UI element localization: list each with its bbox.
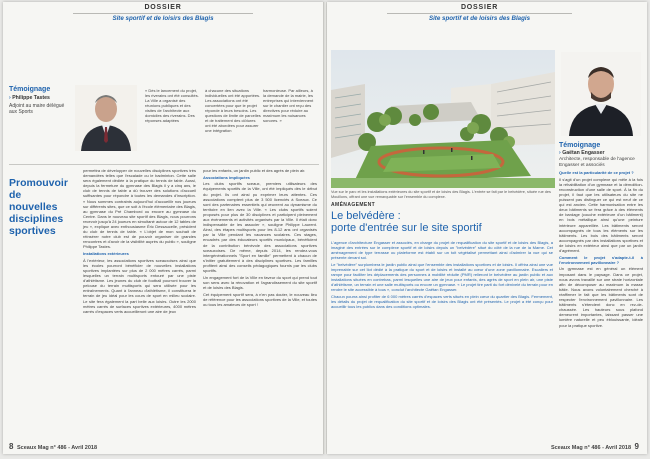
- question: Comment le projet s'adapte-t-il à l'environnement pavillonnaire ?: [559, 254, 643, 265]
- footer-text: Sceaux Mag n° 486 - Avril 2018: [16, 445, 98, 451]
- footer-text: Sceaux Mag n° 486 - Avril 2018: [550, 445, 632, 451]
- page-number: 8: [9, 442, 14, 451]
- paragraph: pour les enfants, un jardin public et des agrès de plein air.: [203, 168, 306, 173]
- paragraph: À l'extérieur, les associations sportives sceauxoises ainsi que les écoles pourront bénéficier de nouvelles installations sportives implantées sur plus de 2 000 mètres carrés, parmi lesquelles un terrain multisports entouré par une piste d'athlétisme. Les jeunes du club de football pourront trouver la pelouse du terrain multisports qui sera utilisée pour les entraînements. Quant à l'anneau d'athlétisme, il constituera le terrain de jeu idéal pour les cours de sport en milieu scolaire. Le site fera également la part belle aux loisirs. Outre les 2000 mètres carrés de surfaces sportives extérieures, 4000 mètres carrés d'espaces verts accueilleront une aire de jeux: [83, 257, 196, 314]
- testimonial-block: [9, 86, 319, 158]
- left-header: [73, 4, 253, 22]
- section-tag: AMÉNAGEMENT: [331, 202, 376, 208]
- answer: Il s'agit d'un projet complexe qui mêle à la fois la réhabilitation d'un gymnase et la démolition-reconstruction d'une salle de sport. À la fin du projet, il faut que les utilisateurs du site ne puissent pas distinguer ce qui est neuf de ce qui est ancien. Cette harmonisation entre les deux bâtiments se fera grâce à des éléments de bardage (couche extérieure d'un bâtiment) en bois métallique ainsi qu'une peinture intérieure appareillée. Les bâtiments seront accompagnés de tous les éléments sur les bâtiments. Les bois des bâtiments seront accompagnés par des installations sportives et de loisirs en extérieur ainsi que par un jardin d'agrément.: [559, 176, 643, 253]
- big-title-line: disciplines: [9, 213, 64, 225]
- paragraph: permettra de développer de nouvelles disciplines sportives très demandées telles que l'escalade ou le badminton. Cette salle sera également dédiée à la pratique du tennis de table. Aussi, depuis la fermeture du gymnase des Blagis il y a cinq ans, le club de tennis de table a dû trouver des solutions d'accueil suffisantes pour répondre à toutes les demandes d'inscription. « Nous sommes contraints aujourd'hui d'accueillir nos joueurs sur différents sites, que ce soit à l'école élémentaire des Blagis, au gymnase du Pré Chambord ou encore au gymnase du Centre. Dans le nouveau site sportif des Blagis, nous pourrons recevoir jusqu'à 24 joueurs en simultané autour de 12 tables de jeu », explique avec enthousiasme Éric Dessaucelle, président du club de tennis de table. « L'objet de mon souhait de réinsérer notre club est de pouvoir organiser de grandes rencontres et d'avoir de la visibilité auprès du public », souligne Philippe Tastes.: [83, 168, 196, 250]
- question: Quelle est la particularité de ce projet ?: [559, 170, 634, 175]
- testimonial-label: Témoignage: [559, 142, 601, 149]
- article-title: [331, 210, 555, 234]
- right-article-body: [331, 240, 553, 311]
- title-line: Le belvédère :: [331, 210, 401, 222]
- architect-portrait-photo: [561, 52, 641, 136]
- site-rendering-image: [331, 50, 555, 188]
- big-title-line: nouvelles: [9, 201, 58, 213]
- section-subtitle: Site sportif et de loisirs des Blagis: [112, 15, 214, 22]
- right-testimonial-header: [559, 142, 643, 168]
- paragraph: Un engagement fort de la Ville en faveur du sport qui prend tout son sens avec la rénovation et l'agrandissement du site sportif et de loisirs des Blagis.: [203, 274, 317, 290]
- image-caption: Vue sur le parc et les installations extérieures du site sportif et de loisirs des Blagis. L'entrée se fait par le belvédère, située rue des Mouillons, offrant une vue remarquable sur l'ensemble du complexe.: [331, 190, 551, 199]
- big-title-line: Promouvoir: [9, 177, 68, 189]
- section-subtitle: Site sportif et de loisirs des Blagis: [428, 15, 531, 22]
- quote-col-2: à chacune des situations individuelles ont été apportées. Les associations ont été concertées pour que le projet réponde à leurs besoins. Les questions de limite de parcelles et de traitement des clôtures ont été abordées pour assurer une intégration: [205, 88, 261, 133]
- paragraph: Chacun pourra ainsi profiter de 6 000 mètres carrés d'espaces verts situés en plein cœur du quartier des Blagis. Fermement, les détails du projet de requalification du site sportif et de loisirs des Blagis ont été présentés. Le projet a été conçu pour accueillir tous les publics dans des conditions optimales.: [331, 294, 553, 310]
- section-label: DOSSIER: [144, 4, 182, 11]
- left-page: [3, 2, 324, 454]
- paragraph: Cet équipement sportif sera, à n'en pas douter, le nouveau lieu de référence pour les associations sportives de la Ville, et toutes ou tous les amateurs de sport !: [203, 291, 317, 307]
- name-arrow-icon: ›: [559, 150, 561, 156]
- subheading: Installations extérieures: [83, 251, 129, 257]
- right-header: [387, 4, 572, 22]
- left-footer: [9, 442, 97, 451]
- big-title-line: sportives: [9, 225, 56, 237]
- quote-col-1: « Dès le lancement du projet, les riverains ont été consultés. La Ville a organisé des réunions publiques et des visites de l'architecte aux domiciles des riverains. Des réponses adaptées: [145, 88, 199, 123]
- answer: Un gymnase est en général un élément imposant dans le paysage. Dans ce projet, nous avons travaillé sur une strate horizontale afin de décomposer au maximum la masse bâtie. Nous avons volontairement cherché à réaffirmer le fait que les bâtiments sont de respecter l'environnement pavillonnaire. Les bâtiments s'étendent donc en rez-de-chaussée. Les hauteurs sous plafond demeurent importantes, laissant passer une lumière naturelle et peu éblouissante, idéale pour la pratique sportive.: [559, 266, 643, 328]
- big-title: [9, 177, 77, 237]
- testimonial-label: Témoignage: [9, 86, 51, 93]
- paragraph: L'agence d'architecture Engasser et associés, en charge du projet de requalification du site sportif et de loisirs des Blagis, a imaginé des entrées sur le complexe sportif et de loisirs depuis un "belvédère" situé du côté de la rue de la Marne. Cet aménagement de type terrasse ou plateforme est établi sur un toit végétalisé permettant ainsi d'admirer la vue qui se présente devant soi.: [331, 240, 553, 261]
- portrait-photo: [75, 85, 137, 151]
- paragraph: Le "belvédère" surplombera le jardin public ainsi que l'ensemble des installations sportives et de loisirs. Il offrira ainsi une vue imprenable sur cet îlot dédié à la pratique du sport et de loisirs et installé au cœur d'une zone pavillonnaire. Escaliers et rampe pour faciliter les déplacements des personnes à mobilité réduite (PMR) relieront le belvédère au jardin public et aux installations situées en contrebas, parmi lesquelles une aire de jeux pour enfants, des agrès de sport en plein air, une piste d'athlétisme, un terrain et une salle multisports ou encore un gymnase. « Le projet tire parti du fort dénivelé du terrain pour en rendre le site accessible à tous », conclut l'architecte Gaëtan Engasser.: [331, 261, 553, 293]
- page-number: 9: [634, 442, 639, 451]
- qa-column: [559, 170, 643, 329]
- right-page: [327, 2, 647, 454]
- subheading: Associations impliquées: [203, 174, 250, 180]
- divider: [9, 164, 319, 165]
- right-footer: [551, 442, 641, 451]
- article-col-2: [203, 168, 317, 308]
- quote-col-3: harmonieuse. Par ailleurs, à la demande de la mairie, les entreprises qui interviennent sur le chantier ont reçu des directives pour réduire au maximum les nuisances sonores. »: [263, 88, 314, 123]
- big-title-line: de: [9, 189, 22, 201]
- person-name: Philippe Tastes: [12, 95, 50, 101]
- section-label: DOSSIER: [460, 4, 499, 11]
- testimonial-text: [9, 86, 73, 115]
- person-role: Architecte, responsable de l'agence Engasser et associés: [559, 157, 635, 168]
- person-role: Adjoint au maire délégué aux Sports: [9, 103, 65, 115]
- person-name: Gaëtan Engasser: [562, 150, 605, 156]
- title-line: porte d'entrée sur le site sportif: [331, 222, 482, 234]
- paragraph: Les clubs sportifs sceaux, premiers utilisateurs des équipements sportifs de la Ville, ont été impliqués dès le début du projet. Ils ont ainsi pu exprimer leurs attentes. Ces associations comptent plus de 3 500 licenciés à Sceaux. Ce sont des partenaires essentiels qui œuvrent au dynamisme du territoire en lien avec la Ville. « Les clubs sportifs soient proposés pour plus de 30 disciplines et participent pleinement aux événements et activités organisés par la Ville. Il était donc indispensable de les associer », souligne Philippe Laurent. Ainsi, des étapes multisports pour les 8-12 ans ont organisés par la Ville pendant les vacances scolaires. Ces stages, encadrés par des éducateurs sportifs municipaux, bénéficient de la contribution bénévole des associations sportives sceauxoises. De même, depuis 2014, les rendez-vous intergénérationnels "Sport en famille" permettent à chacun de s'initier gratuitement à des disciplines sportives. Les familles profitent ainsi des conseils pédagogiques fournis par les clubs sportifs.: [203, 181, 317, 273]
- article-col-1: [83, 168, 196, 315]
- name-arrow-icon: ›: [9, 95, 11, 101]
